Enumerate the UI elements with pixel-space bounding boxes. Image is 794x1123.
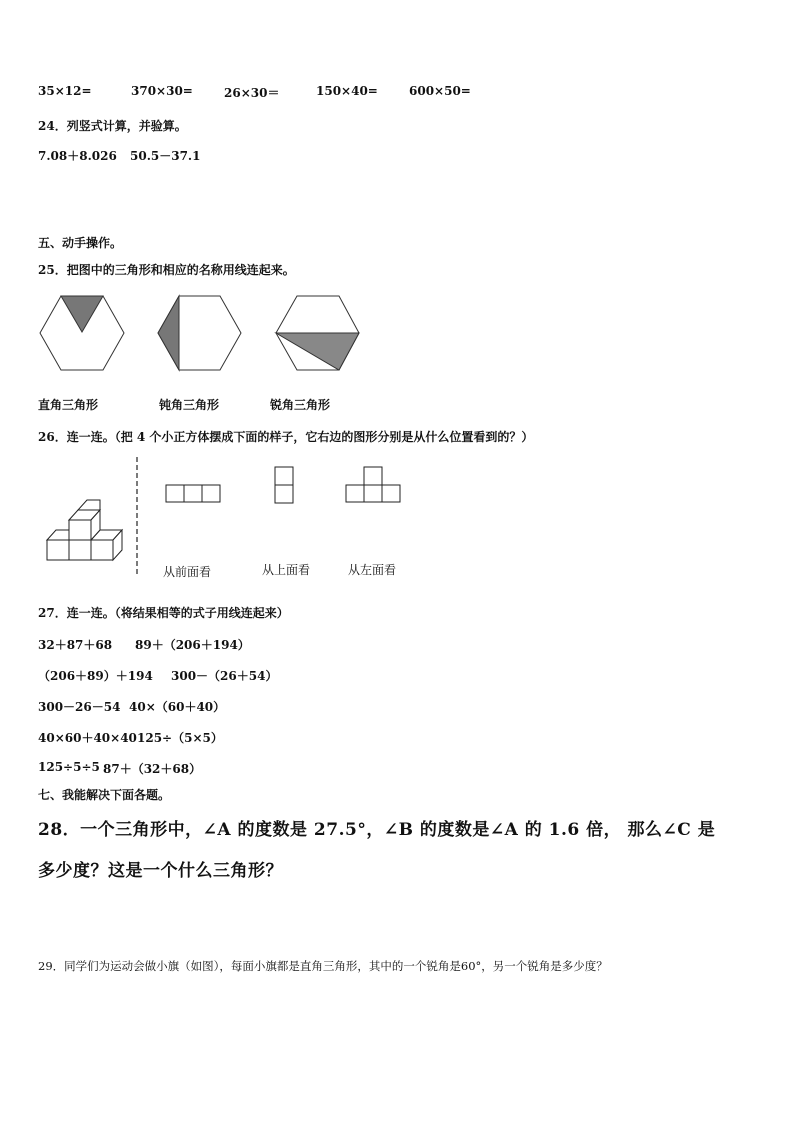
q27-expr: 87＋（32＋68） [103, 762, 202, 776]
view-top-figure [275, 467, 293, 503]
q27-expr: 40×（60＋40） [129, 700, 226, 714]
calc-item: 150×40= [316, 84, 378, 98]
q24-title: 24．列竖式计算，并验算。 [38, 119, 187, 133]
section-title: 五、动手操作。 [38, 236, 123, 250]
calc-item: 35×12= [38, 84, 92, 98]
q25-label: 锐角三角形 [270, 398, 331, 412]
cube-stack-figure [47, 500, 122, 560]
q29-text: 29．同学们为运动会做小旗（如图），每面小旗都是直角三角形，其中的一个锐角是60°，另一个锐角是多少度？ [38, 959, 608, 973]
q24-item: 50.5－37.1 [130, 149, 201, 163]
q25-label: 直角三角形 [38, 398, 99, 412]
q25-label: 钝角三角形 [159, 398, 220, 412]
q27-expr: 300－（26＋54） [171, 669, 278, 683]
q26-view-label: 从前面看 [163, 565, 212, 579]
calc-item: 600×50= [409, 84, 471, 98]
q27-expr: 32＋87＋68 [38, 638, 113, 652]
view-front-figure [166, 485, 220, 502]
q27-expr: 125÷（5×5） [137, 731, 223, 745]
q27-expr: 89＋（206＋194） [135, 638, 250, 652]
calc-item: 26×30＝ [224, 86, 280, 100]
q27-title: 27．连一连。（将结果相等的式子用线连起来） [38, 606, 289, 620]
calc-item: 370×30= [131, 84, 193, 98]
section-title: 七、我能解决下面各题。 [38, 788, 171, 802]
q26-view-label: 从上面看 [262, 563, 311, 577]
q26-view-label: 从左面看 [348, 563, 397, 577]
q27-expr: （206＋89）＋194 [38, 669, 153, 683]
view-left-figure [346, 467, 400, 502]
q28-line2: 多少度？这是一个什么三角形？ [38, 861, 283, 881]
q27-expr: 300－26－54 [38, 700, 121, 714]
q28-line1: 28．一个三角形中，∠A 的度数是 27.5°，∠B 的度数是∠A 的 1.6 倍， 那么∠C 是 [38, 820, 716, 840]
q25-title: 25．把图中的三角形和相应的名称用线连起来。 [38, 263, 295, 277]
q27-expr: 125÷5÷5 [38, 760, 100, 774]
q27-expr: 40×60＋40×40 [38, 731, 137, 745]
q24-item: 7.08＋8.026 [38, 149, 117, 163]
q26-title: 26．连一连。（把 4 个小正方体摆成下面的样子，它右边的图形分别是从什么位置看到的？） [38, 430, 534, 444]
